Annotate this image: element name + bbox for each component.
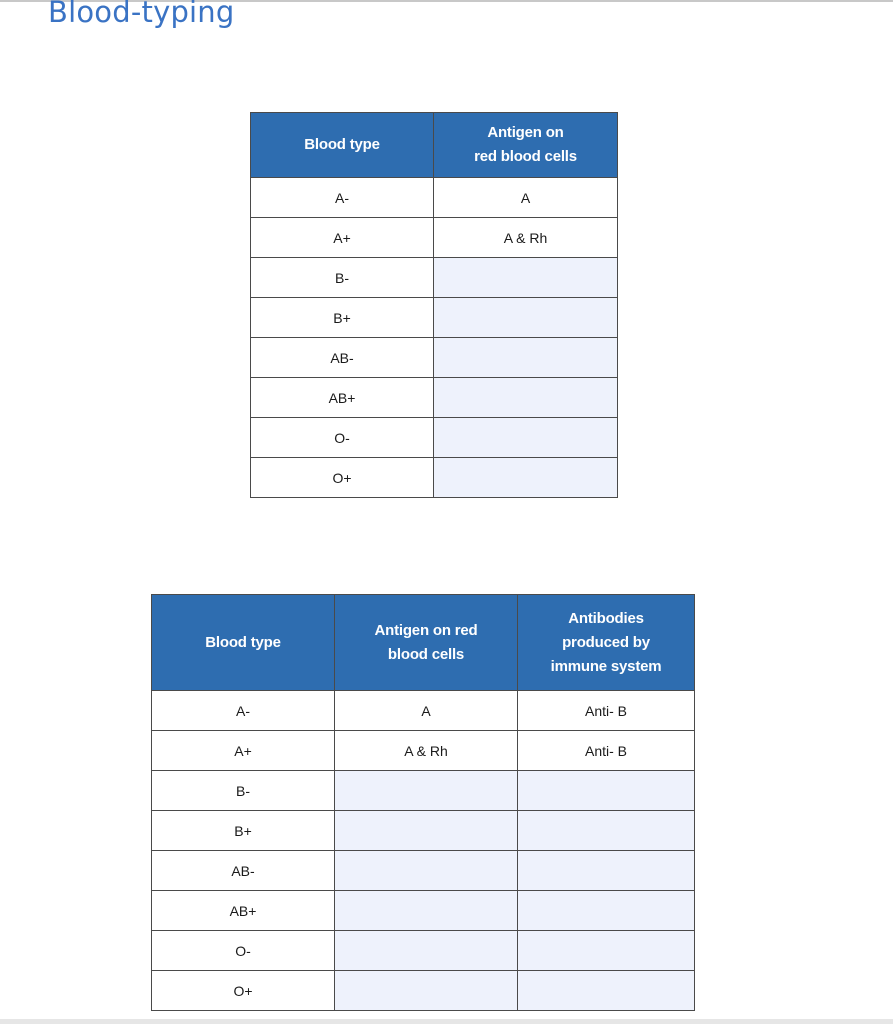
cell-blood-type: AB+ [251, 378, 434, 418]
table-row [251, 338, 618, 378]
table-row [152, 891, 695, 931]
cell-antibodies[interactable] [518, 931, 695, 971]
cell-blood-type: O+ [251, 458, 434, 498]
table-row [251, 258, 618, 298]
cell-antigen[interactable] [335, 851, 518, 891]
cell-blood-type: A- [152, 691, 335, 731]
page-title: Blood-typing [48, 0, 235, 29]
cell-antibodies[interactable] [518, 851, 695, 891]
cell-blood-type: AB- [251, 338, 434, 378]
table-body [251, 178, 618, 498]
cell-blood-type: O- [152, 931, 335, 971]
table-row [152, 731, 695, 771]
cell-antigen[interactable] [434, 458, 618, 498]
table-row [251, 378, 618, 418]
cell-antigen[interactable]: A [335, 691, 518, 731]
table-row [251, 418, 618, 458]
table-row [152, 811, 695, 851]
table-row [152, 931, 695, 971]
cell-antigen[interactable]: A & Rh [335, 731, 518, 771]
cell-antigen[interactable]: A & Rh [434, 218, 618, 258]
cell-antibodies[interactable] [518, 971, 695, 1011]
table-row [152, 851, 695, 891]
cell-blood-type: B+ [251, 298, 434, 338]
cell-blood-type: A- [251, 178, 434, 218]
cell-antigen[interactable] [434, 298, 618, 338]
cell-blood-type: B- [251, 258, 434, 298]
cell-antibodies[interactable]: Anti- B [518, 731, 695, 771]
cell-antigen[interactable] [335, 971, 518, 1011]
cell-blood-type: AB- [152, 851, 335, 891]
blood-type-antibody-table [151, 594, 695, 1011]
cell-antibodies[interactable] [518, 771, 695, 811]
cell-antigen[interactable]: A [434, 178, 618, 218]
blood-type-antigen-table [250, 112, 618, 498]
cell-antigen[interactable] [335, 771, 518, 811]
cell-antibodies[interactable] [518, 811, 695, 851]
cell-antigen[interactable] [434, 418, 618, 458]
cell-antibodies[interactable] [518, 891, 695, 931]
cell-antigen[interactable] [335, 931, 518, 971]
cell-blood-type: B+ [152, 811, 335, 851]
header-antibodies: Antibodies produced by immune system [518, 595, 695, 691]
cell-blood-type: AB+ [152, 891, 335, 931]
table-row [251, 298, 618, 338]
table-row [152, 691, 695, 731]
cell-blood-type: B- [152, 771, 335, 811]
cell-antigen[interactable] [335, 811, 518, 851]
header-blood-type: Blood type [251, 113, 434, 178]
header-antigen: Antigen on red blood cells [434, 113, 618, 178]
cell-antibodies[interactable]: Anti- B [518, 691, 695, 731]
table-row [251, 458, 618, 498]
cell-antigen[interactable] [434, 378, 618, 418]
header-blood-type: Blood type [152, 595, 335, 691]
cell-blood-type: A+ [152, 731, 335, 771]
cell-antigen[interactable] [335, 891, 518, 931]
cell-blood-type: A+ [251, 218, 434, 258]
cell-antigen[interactable] [434, 258, 618, 298]
cell-blood-type: O- [251, 418, 434, 458]
cell-antigen[interactable] [434, 338, 618, 378]
table-row [251, 218, 618, 258]
table-body [152, 691, 695, 1011]
table-row [251, 178, 618, 218]
table-row [152, 971, 695, 1011]
table-row [152, 771, 695, 811]
table-header-row [152, 595, 695, 691]
cell-blood-type: O+ [152, 971, 335, 1011]
header-antigen: Antigen on red blood cells [335, 595, 518, 691]
bottom-edge [0, 1019, 893, 1024]
table-header-row [251, 113, 618, 178]
